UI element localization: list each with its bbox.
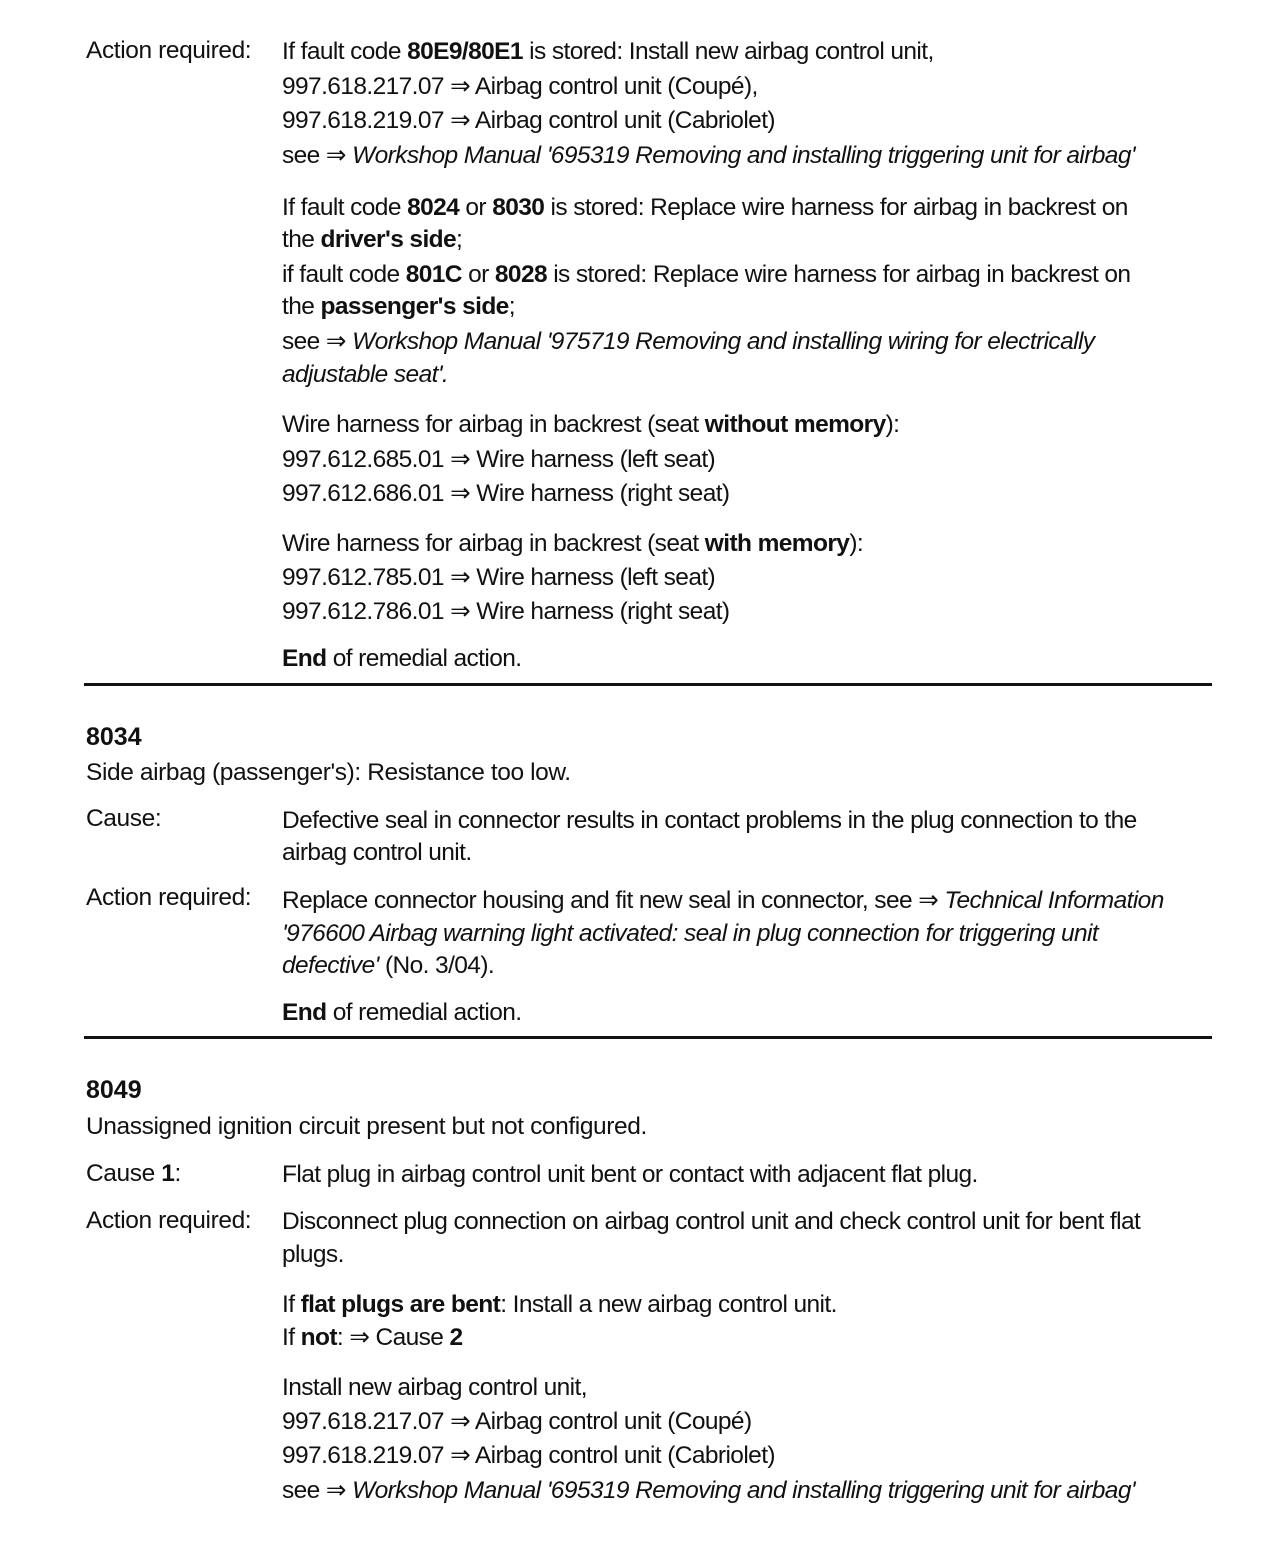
part-number: 997.618.219.07 <box>282 1442 451 1469</box>
action-text <box>282 951 494 981</box>
fault-code: 80E9/80E1 <box>407 38 523 65</box>
arrow-icon: ⇒ <box>325 1477 346 1504</box>
part-number: 997.618.219.07 <box>282 107 451 134</box>
fault-description: Side airbag (passenger's): Resistance too low. <box>86 759 571 786</box>
text: of remedial action. <box>326 999 522 1026</box>
part-desc: Wire harness (right seat) <box>470 598 730 625</box>
part-desc: Airbag control unit (Coupé) <box>470 1408 752 1435</box>
part-number: 997.618.217.07 <box>282 73 451 100</box>
label-cause: Cause: <box>86 805 162 832</box>
part-number: 997.612.685.01 <box>282 446 451 473</box>
text: Replace connector housing and fit new seal in connector, see <box>282 887 919 914</box>
text: or <box>461 261 495 288</box>
label-action-required: Action required: <box>86 884 252 911</box>
part-number: 997.618.217.07 <box>282 1408 451 1435</box>
text: : <box>174 1160 181 1187</box>
text: Cause <box>86 1160 162 1187</box>
section-divider <box>84 683 1212 686</box>
text: End <box>282 999 327 1026</box>
fault-code: 8024 <box>407 194 460 221</box>
text: ; <box>456 226 463 253</box>
text: without memory <box>704 411 886 438</box>
technical-info-link[interactable]: defective' <box>282 952 379 979</box>
action-text: Disconnect plug connection on airbag control unit and check control unit for bent flat <box>282 1208 1141 1235</box>
reference-line <box>282 141 1135 171</box>
text: if fault code <box>282 261 406 288</box>
action-text: plugs. <box>282 1241 344 1268</box>
text-line <box>282 225 462 255</box>
fault-description: Unassigned ignition circuit present but not configured. <box>86 1113 647 1140</box>
part-line <box>282 1441 775 1471</box>
part-desc: Airbag control unit (Coupé), <box>470 73 758 100</box>
text: of remedial action. <box>326 645 522 672</box>
part-line <box>282 445 715 475</box>
arrow-icon: ⇒ <box>918 887 939 914</box>
arrow-icon: ⇒ <box>450 1442 471 1469</box>
text: Wire harness for airbag in backrest (seat <box>282 530 705 557</box>
part-line <box>282 479 730 509</box>
part-desc: Airbag control unit (Cabriolet) <box>470 1442 775 1469</box>
part-line <box>282 106 775 136</box>
text: is stored: Install new airbag control unit, <box>522 38 934 65</box>
text: with memory <box>704 530 850 557</box>
reference-line <box>282 1476 1135 1506</box>
text: If <box>282 1324 301 1351</box>
part-number: 997.612.785.01 <box>282 564 451 591</box>
part-line <box>282 597 730 627</box>
technical-info-link[interactable]: Technical Information <box>938 887 1164 914</box>
text: or <box>459 194 493 221</box>
part-desc: Wire harness (right seat) <box>470 480 730 507</box>
text: the <box>282 293 321 320</box>
text: If <box>282 1291 301 1318</box>
section-divider <box>84 1036 1212 1039</box>
text-line <box>282 260 1130 290</box>
part-desc: Airbag control unit (Cabriolet) <box>470 107 775 134</box>
text: passenger's side <box>320 293 509 320</box>
text: 1 <box>161 1160 175 1187</box>
arrow-icon: ⇒ <box>450 107 471 134</box>
label-action-required: Action required: <box>86 1207 252 1234</box>
condition-line <box>282 1323 463 1353</box>
cause-text: Flat plug in airbag control unit bent or contact with adjacent flat plug. <box>282 1161 978 1188</box>
text-line <box>282 292 515 322</box>
text: is stored: Replace wire harness for airbag in backrest on <box>544 194 1128 221</box>
end-remedial-action <box>282 998 521 1028</box>
text-line <box>282 37 934 67</box>
text: If fault code <box>282 194 408 221</box>
text: : Install a new airbag control unit. <box>500 1291 837 1318</box>
label-action-required: Action required: <box>86 37 252 64</box>
text-line: Install new airbag control unit, <box>282 1374 587 1401</box>
text-line <box>282 193 1128 223</box>
text: see <box>282 1477 326 1504</box>
part-line <box>282 1407 752 1437</box>
text: : <box>336 1324 350 1351</box>
arrow-icon: ⇒ <box>450 1408 471 1435</box>
arrow-icon: ⇒ <box>450 480 471 507</box>
text: driver's side <box>320 226 457 253</box>
text: ): <box>885 411 900 438</box>
text: Wire harness for airbag in backrest (seat <box>282 411 705 438</box>
part-desc: Wire harness (left seat) <box>470 446 716 473</box>
arrow-icon: ⇒ <box>325 142 346 169</box>
part-line <box>282 72 758 102</box>
text: If fault code <box>282 38 408 65</box>
text: is stored: Replace wire harness for airbag in backrest on <box>547 261 1131 288</box>
arrow-icon: ⇒ <box>450 598 471 625</box>
text-line <box>282 529 863 559</box>
fault-code: 801C <box>405 261 462 288</box>
manual-reference-link[interactable]: Workshop Manual '695319 Removing and installing triggering unit for airbag' <box>345 1477 1135 1504</box>
technical-info-link[interactable]: '976600 Airbag warning light activated: seal in plug connection for triggering unit <box>282 920 1099 947</box>
manual-reference-link[interactable]: Workshop Manual '695319 Removing and installing triggering unit for airbag' <box>345 142 1135 169</box>
end-remedial-action <box>282 644 521 674</box>
action-text <box>282 886 1164 916</box>
arrow-icon: ⇒ <box>450 73 471 100</box>
part-desc: Wire harness (left seat) <box>470 564 716 591</box>
text: (No. 3/04). <box>378 952 495 979</box>
arrow-icon: ⇒ <box>325 328 346 355</box>
reference-line <box>282 327 1094 357</box>
text-line <box>282 410 899 440</box>
text: the <box>282 226 321 253</box>
arrow-icon: ⇒ <box>450 446 471 473</box>
fault-code-heading: 8049 <box>86 1076 142 1104</box>
part-number: 997.612.686.01 <box>282 480 451 507</box>
label-cause-1 <box>86 1159 181 1189</box>
fault-code-heading: 8034 <box>86 723 142 751</box>
text: see <box>282 142 326 169</box>
text: End <box>282 645 327 672</box>
manual-reference-link[interactable]: adjustable seat'. <box>282 361 449 388</box>
manual-reference-link[interactable]: Workshop Manual '975719 Removing and installing wiring for electrically <box>345 328 1095 355</box>
fault-code: 8030 <box>492 194 545 221</box>
fault-code: 8028 <box>494 261 547 288</box>
cause-text: airbag control unit. <box>282 839 472 866</box>
text: flat plugs are bent <box>300 1291 501 1318</box>
arrow-icon: ⇒ <box>349 1324 370 1351</box>
cause-2-link[interactable]: Cause <box>369 1324 450 1351</box>
text: not <box>300 1324 337 1351</box>
text: 2 <box>449 1324 463 1351</box>
text: ): <box>849 530 864 557</box>
part-number: 997.612.786.01 <box>282 598 451 625</box>
condition-line <box>282 1290 837 1320</box>
text: ; <box>508 293 515 320</box>
arrow-icon: ⇒ <box>450 564 471 591</box>
text: see <box>282 328 326 355</box>
part-line <box>282 563 715 593</box>
cause-text: Defective seal in connector results in contact problems in the plug connection to the <box>282 807 1137 834</box>
